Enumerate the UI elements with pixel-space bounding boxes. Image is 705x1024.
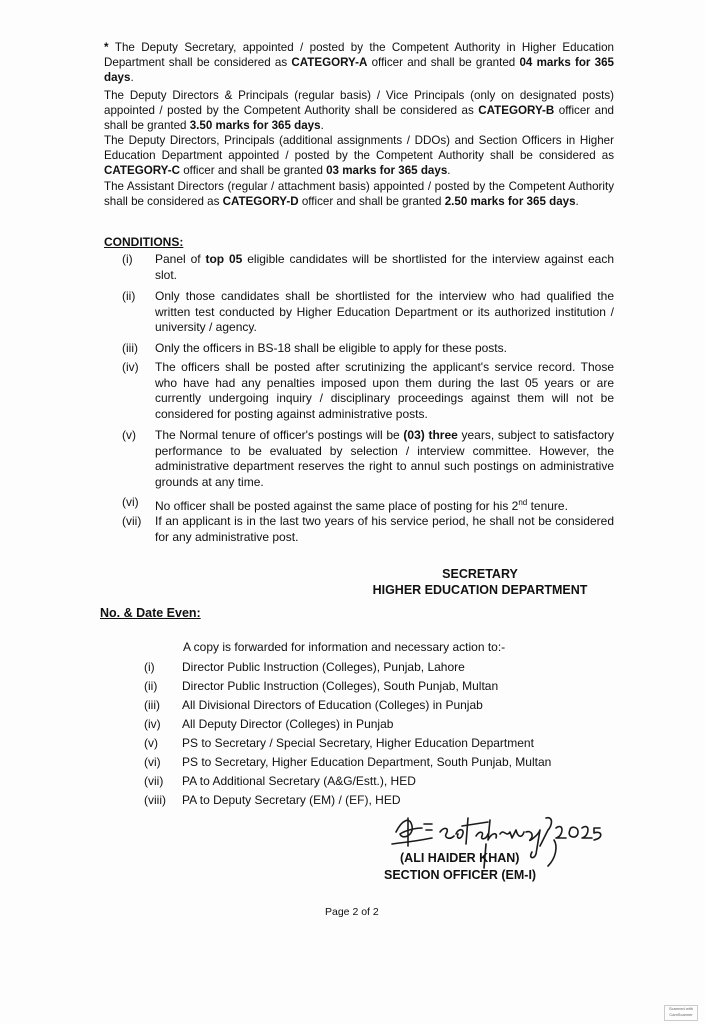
- category-a-paragraph: * The Deputy Secretary, appointed / posted by the Competent Authority in Higher Education Department shall be considered as CATEGORY-A officer and shall be granted 04 marks for 365 days.: [104, 41, 614, 84]
- condition-item: (v) The Normal tenure of officer's postings will be (03) three years, subject to satisfactory performance to be evaluated by selection / interview committee. However, the administrative department reserves the right to annul such postings on administrative grounds at any time.: [122, 428, 614, 489]
- no-and-date: No. & Date Even:: [100, 606, 201, 620]
- category-b-paragraph: The Deputy Directors & Principals (regular basis) / Vice Principals (only on designated posts) appointed / posted by the Competent Authority shall be considered as CATEGORY-B officer and shall be granted 3.50 marks for 365 days.: [104, 89, 614, 132]
- copy-item: (v) PS to Secretary / Special Secretary, Higher Education Department: [144, 736, 534, 750]
- conditions-heading: CONDITIONS:: [104, 235, 184, 249]
- condition-number: (iv): [122, 360, 139, 374]
- signatory-title: SECRETARY: [442, 567, 518, 581]
- condition-number: (iii): [122, 341, 138, 355]
- copy-item: (ii) Director Public Instruction (Colleges), South Punjab, Multan: [144, 679, 499, 693]
- condition-number: (vi): [122, 495, 139, 509]
- officer-name: (ALI HAIDER KHAN): [400, 851, 520, 865]
- copy-item: (vii) PA to Additional Secretary (A&G/Estt.), HED: [144, 774, 416, 788]
- condition-item: (vi) No officer shall be posted against the same place of posting for his 2nd tenure.: [122, 495, 568, 513]
- condition-number: (v): [122, 428, 136, 442]
- signatory-department: HIGHER EDUCATION DEPARTMENT: [372, 583, 588, 597]
- condition-number: (ii): [122, 289, 136, 303]
- copy-item: (iv) All Deputy Director (Colleges) in Punjab: [144, 717, 394, 731]
- category-c-paragraph: The Deputy Directors, Principals (additional assignments / DDOs) and Section Officers in Higher Education Department appointed / posted by the Competent Authority shall be considered as CATEGORY-C officer and shall be granted 03 marks for 365 days.: [104, 134, 614, 177]
- copy-item: (i) Director Public Instruction (Colleges), Punjab, Lahore: [144, 660, 465, 674]
- condition-number: (i): [122, 252, 133, 266]
- scanner-badge: Scanned with CamScanner: [664, 1005, 698, 1021]
- condition-item: (iii) Only the officers in BS-18 shall be eligible to apply for these posts.: [122, 341, 507, 355]
- category-d-paragraph: The Assistant Directors (regular / attachment basis) appointed / posted by the Competent Authority shall be considered as CATEGORY-D officer and shall be granted 2.50 marks for 365 days.: [104, 180, 614, 208]
- condition-item: (ii) Only those candidates shall be shortlisted for the interview who had qualified the written test conducted by Higher Education Department or its authorized institution / university / agency.: [122, 289, 614, 334]
- copy-item: (viii) PA to Deputy Secretary (EM) / (EF), HED: [144, 793, 401, 807]
- condition-item: (vii) If an applicant is in the last two years of his service period, he shall not be considered for any administrative post.: [122, 514, 614, 544]
- condition-number: (vii): [122, 514, 142, 528]
- copy-item: (vi) PS to Secretary, Higher Education Department, South Punjab, Multan: [144, 755, 552, 769]
- copy-item: (iii) All Divisional Directors of Education (Colleges) in Punjab: [144, 698, 483, 712]
- condition-item: (iv) The officers shall be posted after scrutinizing the applicant's service record. Those who have had any penalties imposed upon them during the last 05 years or are currently undergoing inquiry / disciplinary proceedings against them will not be considered for posting against administrative posts.: [122, 360, 614, 421]
- forward-line: A copy is forwarded for information and necessary action to:-: [183, 640, 506, 654]
- condition-item: (i) Panel of top 05 eligible candidates will be shortlisted for the interview against each slot.: [122, 252, 615, 282]
- officer-designation: SECTION OFFICER (EM-I): [384, 868, 537, 882]
- page-number: Page 2 of 2: [325, 906, 379, 918]
